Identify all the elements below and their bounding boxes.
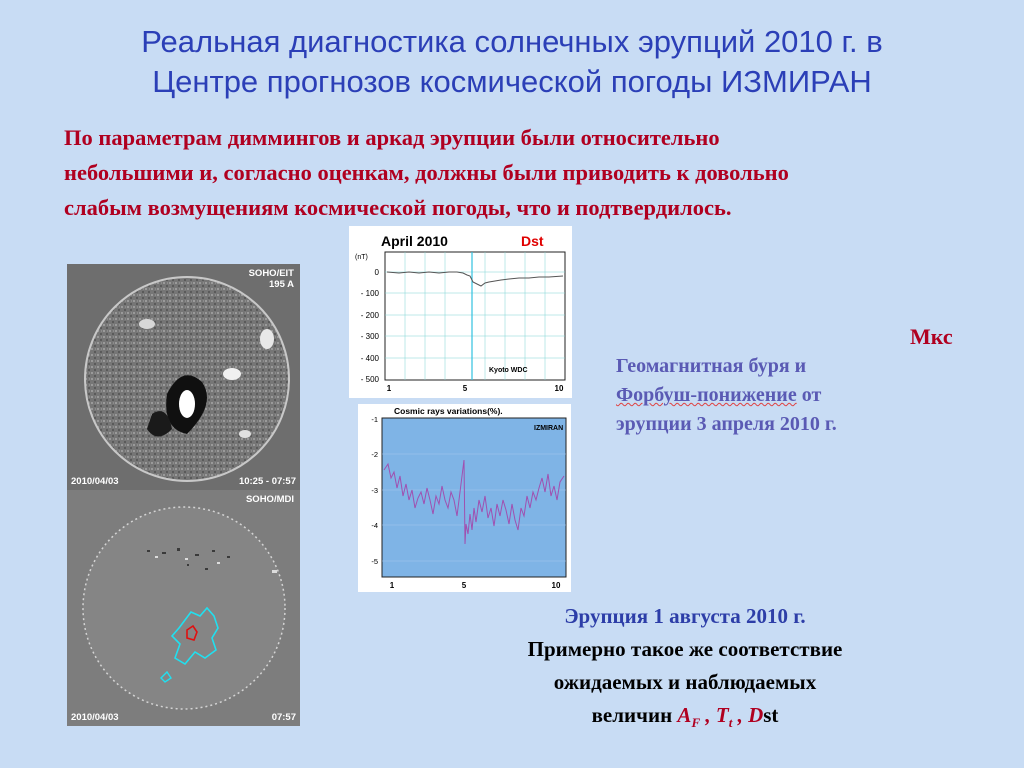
mdi-time-label: 07:57 [271,712,296,723]
cr-x-tick: 1 [389,581,395,590]
eruption-line-1: Эрупция 1 августа 2010 г. [564,604,806,628]
intro-line-2: небольшими и, согласно оценкам, должны были приводить к довольно [64,160,789,185]
title-line-1: Реальная диагностика солнечных эрупций 2010 г. в [141,24,883,59]
dst-y-tick: 0 [374,268,379,277]
dst-x-tick: 5 [462,384,468,393]
cosmic-rays-chart-svg [358,404,571,592]
dst-y-tick: - 300 [360,332,379,341]
eit-instrument-label: SOHO/EIT [248,268,294,279]
cr-x-tick: 5 [461,581,467,590]
af-symbol [677,703,701,731]
tt-subscript: t [728,715,733,731]
dst-unit: (nT) [355,254,368,261]
forbush-term: Форбуш-понижение [616,384,797,406]
cr-y-tick: -3 [371,486,378,495]
separator-1: , [700,703,716,727]
mdi-instrument-label: SOHO/MDI [245,494,294,505]
cr-source: IZMIRAN [534,425,564,432]
dst-x-tick: 10 [554,384,564,393]
storm-line-2 [616,381,916,410]
cr-y-tick: -1 [371,415,378,424]
cosmic-rays-chart [358,404,571,592]
storm-line-2-tail: от [796,384,822,406]
mdi-image [67,490,300,726]
af-subscript: F [691,715,701,731]
cr-y-tick: -4 [371,521,378,530]
dst-y-tick: - 400 [360,354,379,363]
dst-chart [349,226,572,398]
storm-line-3: эрупции 3 апреля 2010 г. [616,413,837,435]
eruption-caption [440,600,930,739]
eit-date-label: 2010/04/03 [71,476,119,487]
dst-source: Kyoto WDC [489,367,528,374]
intro-line-1: По параметрам диммингов и аркад эрупции были относительно [64,125,720,150]
dst-y-tick: - 100 [360,289,379,298]
eit-image [67,264,300,490]
eit-time-label: 10:25 - 07:57 [238,476,296,487]
storm-caption [616,352,916,439]
title-line-2: Центре прогнозов космической погоды ИЗМИРАН [152,64,872,99]
dst-chart-svg [349,226,572,398]
eruption-line-4-prefix: величин [591,703,678,727]
intro-text [64,120,994,225]
mks-label: Мкс [910,324,953,349]
eruption-line-4 [440,699,930,739]
eruption-line-3: ожидаемых и наблюдаемых [553,670,817,694]
intro-line-3: слабым возмущениям космической погоды, что и подтвердилось. [64,195,732,220]
dst-d-letter: D [748,703,764,727]
slide-title [0,22,1024,102]
dst-y-tick: - 200 [360,311,379,320]
dst-y-tick: - 500 [360,375,379,384]
cr-y-tick: -2 [371,450,378,459]
separator-2: , [732,703,749,727]
mdi-sun-disk [67,490,300,726]
dst-series-label: Dst [521,233,544,249]
tt-letter: T [715,703,729,727]
eit-wavelength-label: 195 A [269,279,294,290]
cr-y-tick: -5 [371,557,378,566]
eruption-line-2: Примерно такое же соответствие [527,637,843,661]
storm-line-1: Геомагнитная буря и [616,355,807,377]
mdi-date-label: 2010/04/03 [71,712,119,723]
dst-x-tick: 1 [386,384,392,393]
dst-st-letters: st [763,703,779,727]
cr-x-tick: 10 [551,581,561,590]
tt-symbol [715,703,733,731]
cr-title: Cosmic rays variations(%). [394,406,503,416]
dst-title: April 2010 [381,233,448,249]
af-letter: A [677,703,692,727]
eit-sun-disk [67,264,300,490]
dst-plot-area [385,252,565,380]
